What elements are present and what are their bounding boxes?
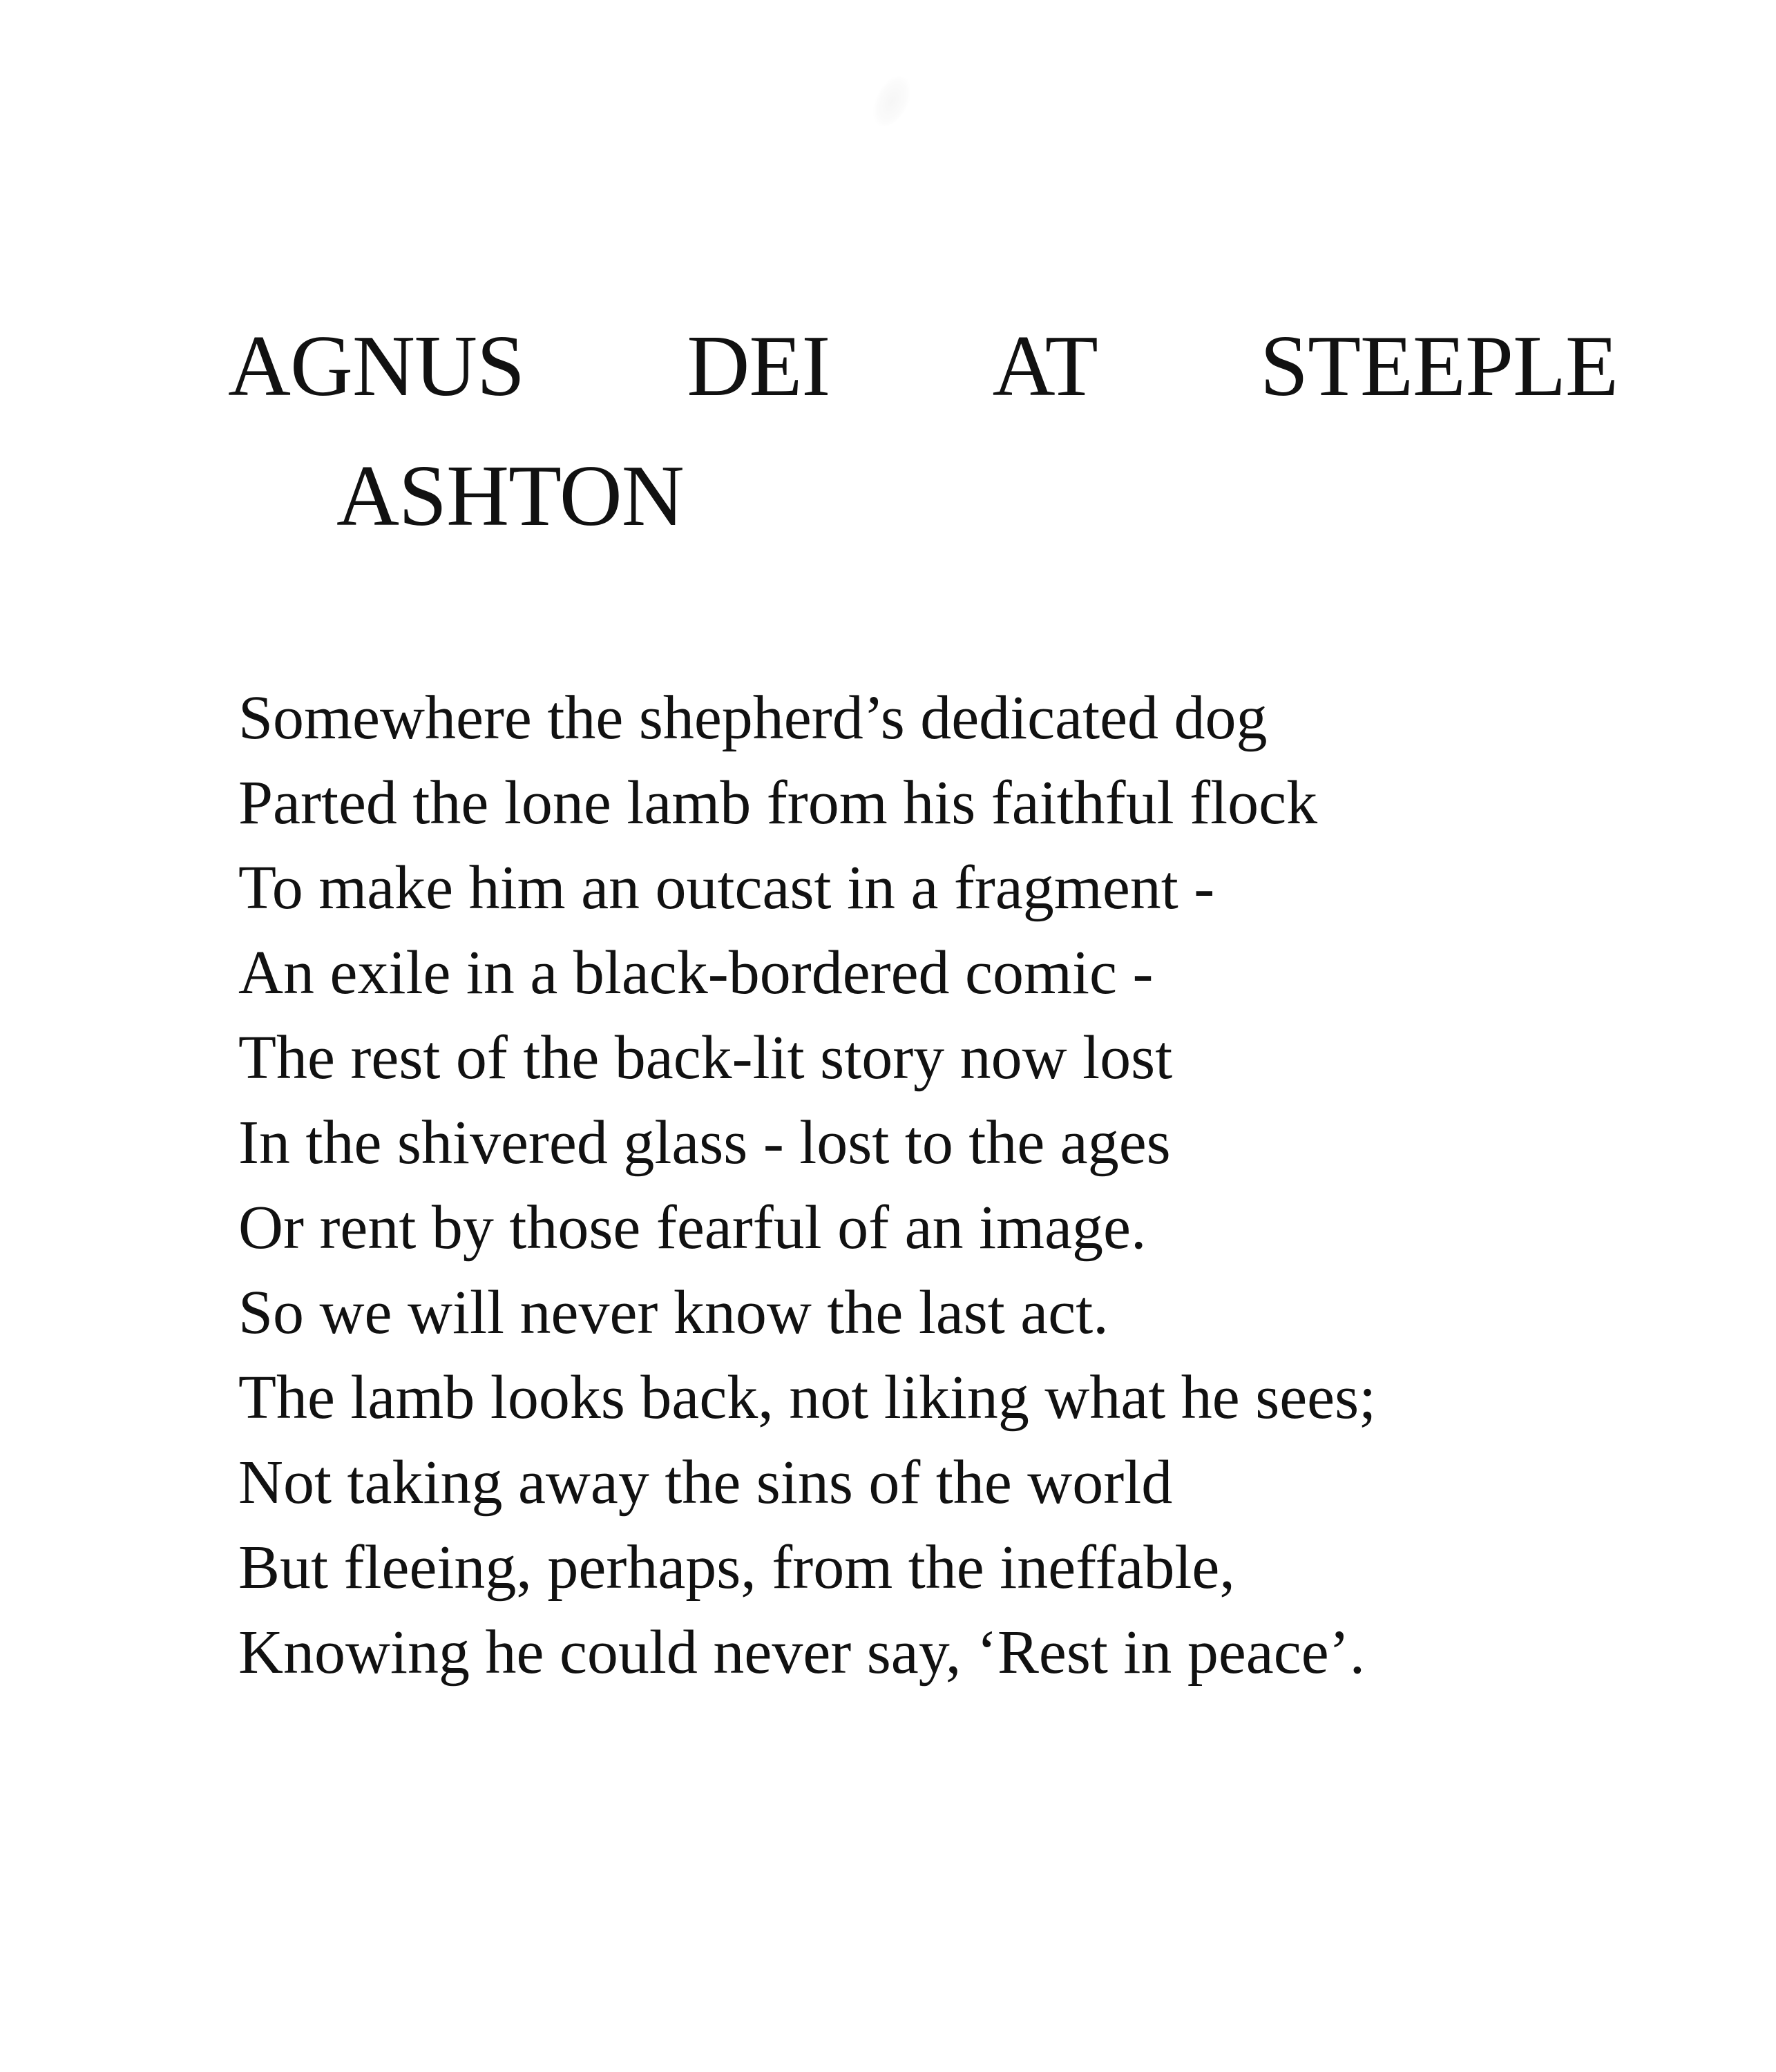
poem-line-5: The rest of the back-lit story now lost: [238, 1024, 1173, 1092]
poem-body: [238, 675, 1376, 1695]
poem-line-8: So we will never know the last act.: [238, 1278, 1109, 1347]
faint-smudge-mark: [866, 70, 918, 133]
poem-line-11: But fleeing, perhaps, from the ineffable,: [238, 1533, 1235, 1602]
poem-title-line-2: ASHTON: [336, 448, 684, 544]
title-word-dei: DEI: [687, 318, 830, 414]
title-word-steeple: STEEPLE: [1260, 318, 1618, 414]
title-word-agnus: AGNUS: [228, 318, 525, 414]
poem-title-line-1: [228, 318, 1618, 414]
poem-line-2: Parted the lone lamb from his faithful flock: [238, 769, 1318, 837]
poem-line-3: To make him an outcast in a fragment -: [238, 854, 1215, 922]
poem-line-9: The lamb looks back, not liking what he sees;: [238, 1363, 1377, 1432]
poem-line-10: Not taking away the sins of the world: [238, 1448, 1173, 1517]
poem-line-1: Somewhere the shepherd’s dedicated dog: [238, 684, 1268, 752]
poem-line-12: Knowing he could never say, ‘Rest in peace’.: [238, 1618, 1366, 1687]
title-word-at: AT: [992, 318, 1098, 414]
poem-line-7: Or rent by those fearful of an image.: [238, 1193, 1147, 1262]
poem-line-4: An exile in a black-bordered comic -: [238, 939, 1154, 1007]
poem-line-6: In the shivered glass - lost to the ages: [238, 1109, 1171, 1177]
